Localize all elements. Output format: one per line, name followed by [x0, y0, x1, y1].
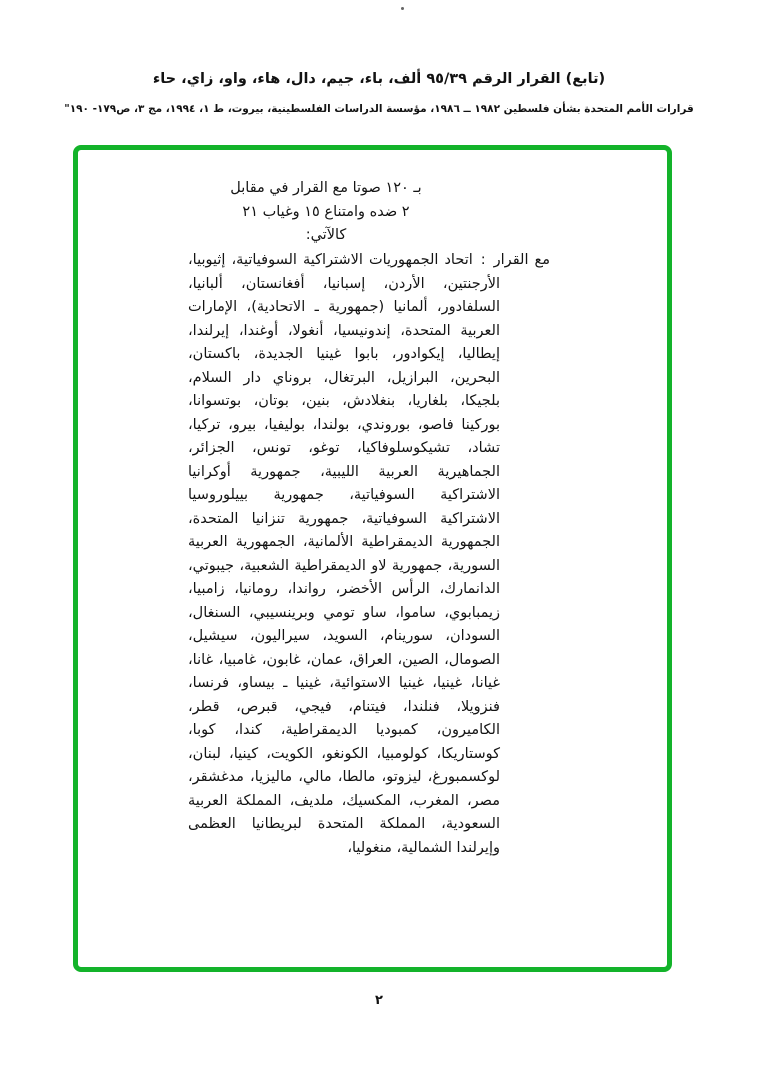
- vote-summary-line-3: كالآتي:: [305, 227, 347, 243]
- vote-label-separator: :: [480, 252, 486, 268]
- vote-summary-line-1: بـ ١٢٠ صوتا مع القرار في مقابل: [230, 180, 422, 196]
- vote-for-label: مع القرار: [493, 252, 550, 268]
- document-source-citation: قرارات الأمم المتحدة بشأن فلسطين ١٩٨٢ ــ ١٩٨٦، مؤسسة الدراسات الفلسطينية، بيروت، ط ١، ١٩٩٤، مج ٣، ص١٧٩- ١٩٠": [64, 103, 694, 115]
- highlight-box: [73, 145, 672, 972]
- vote-summary-line-2: ٢ ضده وامتناع ١٥ وغياب ٢١: [242, 203, 410, 220]
- vote-summary: [202, 177, 450, 248]
- document-title: (تابع) القرار الرقم ٩٥/٣٩ ألف، باء، جيم، دال، هاء، واو، زاي، حاء: [152, 71, 606, 87]
- page-number: ٢: [375, 993, 383, 1008]
- vote-detail-paragraph: [188, 249, 550, 860]
- vote-for-countries-list: اتحاد الجمهوريات الاشتراكية السوفياتية، إثيوبيا، الأرجنتين، الأردن، إسبانيا، أفغانستان، ألبانيا، السلفادور، ألمانيا (جمهورية ـ الاتحادية)، الإمارات العربية المتحدة، إندونيسيا، أنغولا، أوغندا، إيرلندا، إيطاليا، إيكوادور، بابوا غينيا الجديدة، باكستان، البحرين، البرازيل، البرتغال، بروناي دار السلام، بلجيكا، بلغاريا، بنغلادش، بنين، بوتان، بوتسوانا، بوركينا فاصو، بوروندي، بولندا، بوليفيا، بيرو، تركيا، تشاد، تشيكوسلوفاكيا، توغو، تونس، الجزائر، الجماهيرية العربية الليبية، جمهورية أوكرانيا الاشتراكية السوفياتية، جمهورية بييلوروسيا الاشتراكية السوفياتية، جمهورية تنزانيا المتحدة، الجمهورية الديمقراطية الألمانية، الجمهورية العربية السورية، جمهورية لاو الديمقراطية الشعبية، جيبوتي، الدانمارك، الرأس الأخضر، رواندا، رومانيا، زامبيا، زيمبابوي، ساموا، ساو تومي وبرينسيبي، السنغال، السودان، سورينام، السويد، سيراليون، سيشيل، الصومال، الصين، العراق، عمان، غابون، غامبيا، غانا، غيانا، غينيا، غينيا الاستوائية، غينيا ـ بيساو، فرنسا، فنزويلا، فنلندا، فيتنام، فيجي، قبرص، قطر، الكاميرون، كمبوديا الديمقراطية، كندا، كوبا، كوستاريكا، كولومبيا، الكونغو، الكويت، كينيا، لبنان، لوكسمبورغ، ليزوتو، مالطا، مالي، ماليزيا، مدغشقر، مصر، المغرب، المكسيك، ملديف، المملكة العربية السعودية، المملكة المتحدة لبريطانيا العظمى وإيرلندا الشمالية، منغوليا،: [188, 252, 500, 856]
- scan-artifact-dot: [401, 7, 404, 10]
